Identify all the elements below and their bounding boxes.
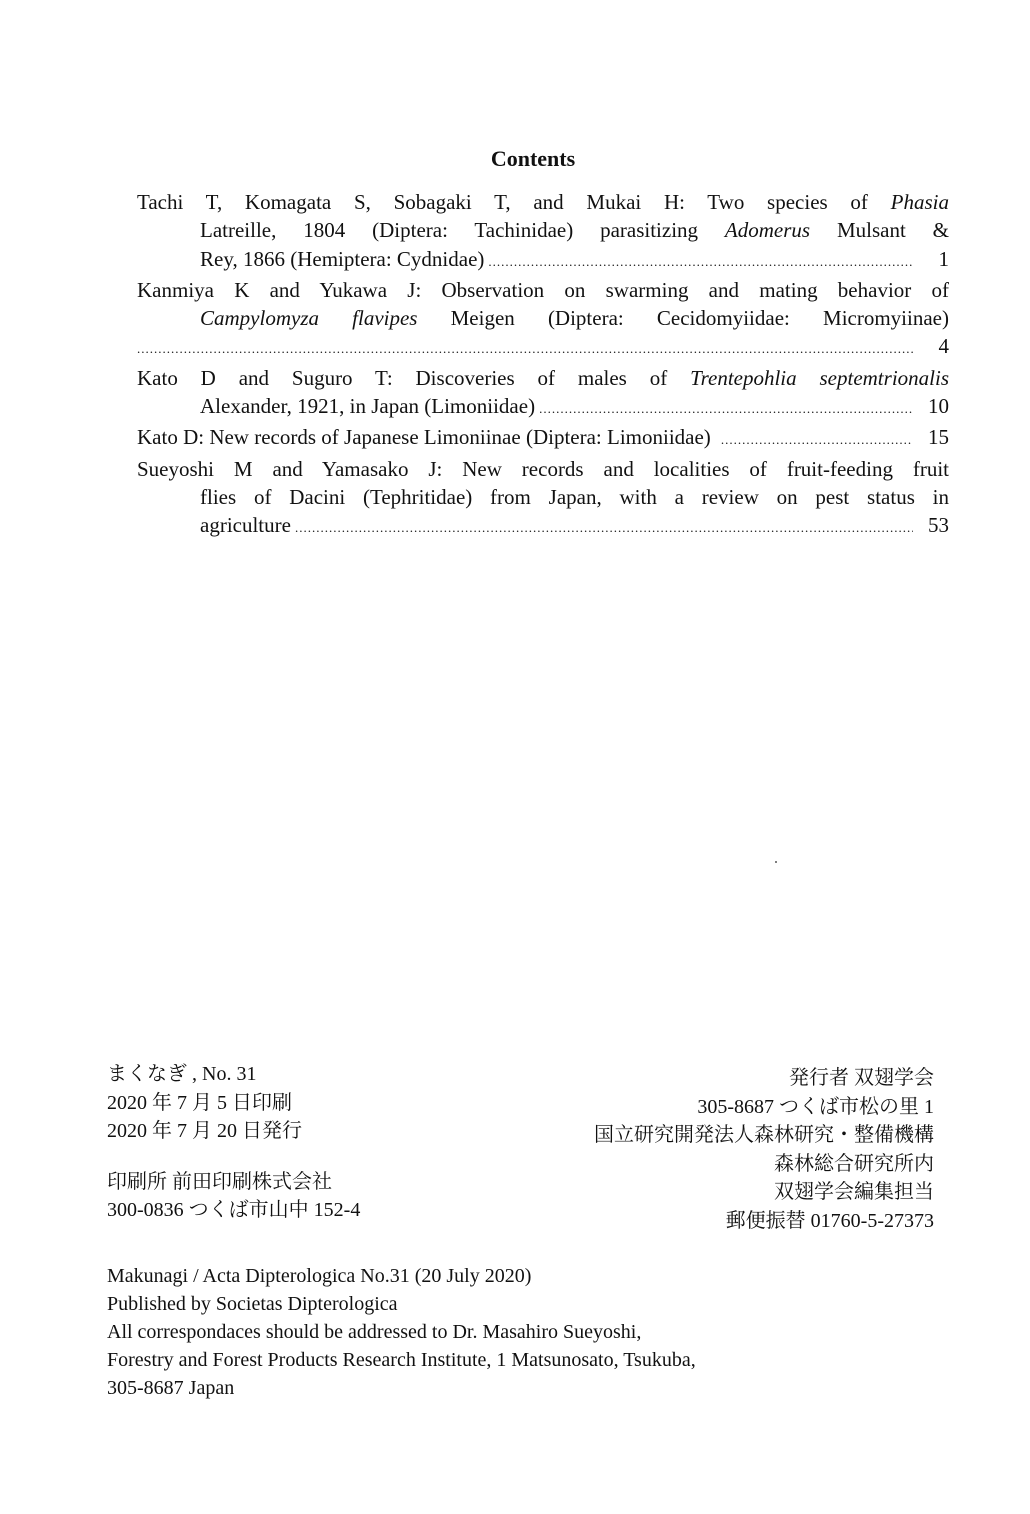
dot-leader [721, 426, 913, 454]
toc-entry-line: Tachi T, Komagata S, Sobagaki T, and Mukai H: Two species of Phasia [137, 190, 949, 214]
toc-entry [137, 276, 949, 364]
journal-issue: まくなぎ , No. 31 [107, 1063, 257, 1085]
toc-entry [137, 423, 949, 454]
printer-address: 300-0836 つくば市山中 152-4 [107, 1199, 361, 1221]
toc-entry [137, 364, 949, 424]
publisher-address-line: 305-8687 つくば市松の里 1 [697, 1095, 934, 1118]
footer-line: 305-8687 Japan [107, 1377, 235, 1399]
toc-page-number: 53 [928, 513, 949, 538]
toc-page-number: 10 [928, 394, 949, 419]
publisher-address-line: 双翅学会編集担当 [774, 1181, 934, 1203]
toc-entry-line: Kanmiya K and Yukawa J: Observation on swarming and mating behavior of [137, 277, 949, 302]
footer-line: Makunagi / Acta Dipterologica No.31 (20 July 2020) [107, 1265, 532, 1287]
toc-entry-leader [137, 392, 949, 423]
footer-line: Published by Societas Dipterologica [107, 1293, 398, 1315]
toc-entry-line: Kato D: New records of Japanese Limoniinae (Diptera: Limoniidae) [137, 425, 711, 450]
colophon-left [107, 1060, 360, 1225]
english-colophon [107, 1262, 696, 1402]
issue-date: 2020 年 7 月 20 日発行 [107, 1120, 302, 1142]
toc-entry-line: Alexander, 1921, in Japan (Limoniidae) [200, 394, 536, 419]
toc-page-number: 4 [938, 334, 949, 359]
publisher-address-line: 国立研究開発法人森林研究・整備機構 [594, 1124, 934, 1146]
scan-speck [775, 861, 777, 863]
printer-name: 印刷所 前田印刷株式会社 [107, 1170, 332, 1193]
toc-entry-line: Kato D and Suguro T: Discoveries of males of Trentepohlia septemtrionalis [137, 365, 949, 390]
toc-entry-leader [137, 332, 949, 363]
publisher: 発行者 双翅学会 [789, 1067, 934, 1089]
print-date: 2020 年 7 月 5 日印刷 [107, 1091, 292, 1114]
toc-entry-leader [137, 423, 949, 454]
toc-entry-line: Sueyoshi M and Yamasako J: New records and localities of fruit-feeding fruit [137, 456, 949, 481]
toc-entry-line: Rey, 1866 (Hemiptera: Cydnidae) [200, 246, 485, 271]
table-of-contents [137, 188, 949, 543]
toc-entry-leader [137, 511, 949, 542]
toc-entry-line: Campylomyza flavipes Meigen (Diptera: Cecidomyiidae: Micromyiinae) [200, 306, 949, 331]
dot-leader [137, 335, 913, 363]
colophon-right [594, 1064, 934, 1235]
toc-entry [137, 188, 949, 276]
dot-leader [539, 395, 913, 423]
publisher-address-line: 森林総合研究所内 [774, 1152, 934, 1175]
postal-transfer: 郵便振替 01760-5-27373 [725, 1209, 934, 1232]
footer-line: All correspondaces should be addressed to Dr. Masahiro Sueyoshi, [107, 1321, 642, 1343]
toc-entry [137, 455, 949, 543]
toc-entry-line: flies of Dacini (Tephritidae) from Japan, with a review on pest status in [200, 484, 949, 509]
toc-page-number: 1 [938, 246, 949, 271]
contents-title: Contents [490, 146, 576, 171]
dot-leader [295, 514, 913, 542]
dot-leader [488, 248, 913, 276]
toc-entry-line: agriculture [200, 513, 291, 538]
footer-line: Forestry and Forest Products Research Institute, 1 Matsunosato, Tsukuba, [107, 1349, 696, 1371]
toc-entry-line: Latreille, 1804 (Diptera: Tachinidae) parasitizing Adomerus Mulsant & [200, 218, 950, 243]
toc-page-number: 15 [928, 425, 949, 450]
toc-entry-leader [137, 245, 949, 276]
